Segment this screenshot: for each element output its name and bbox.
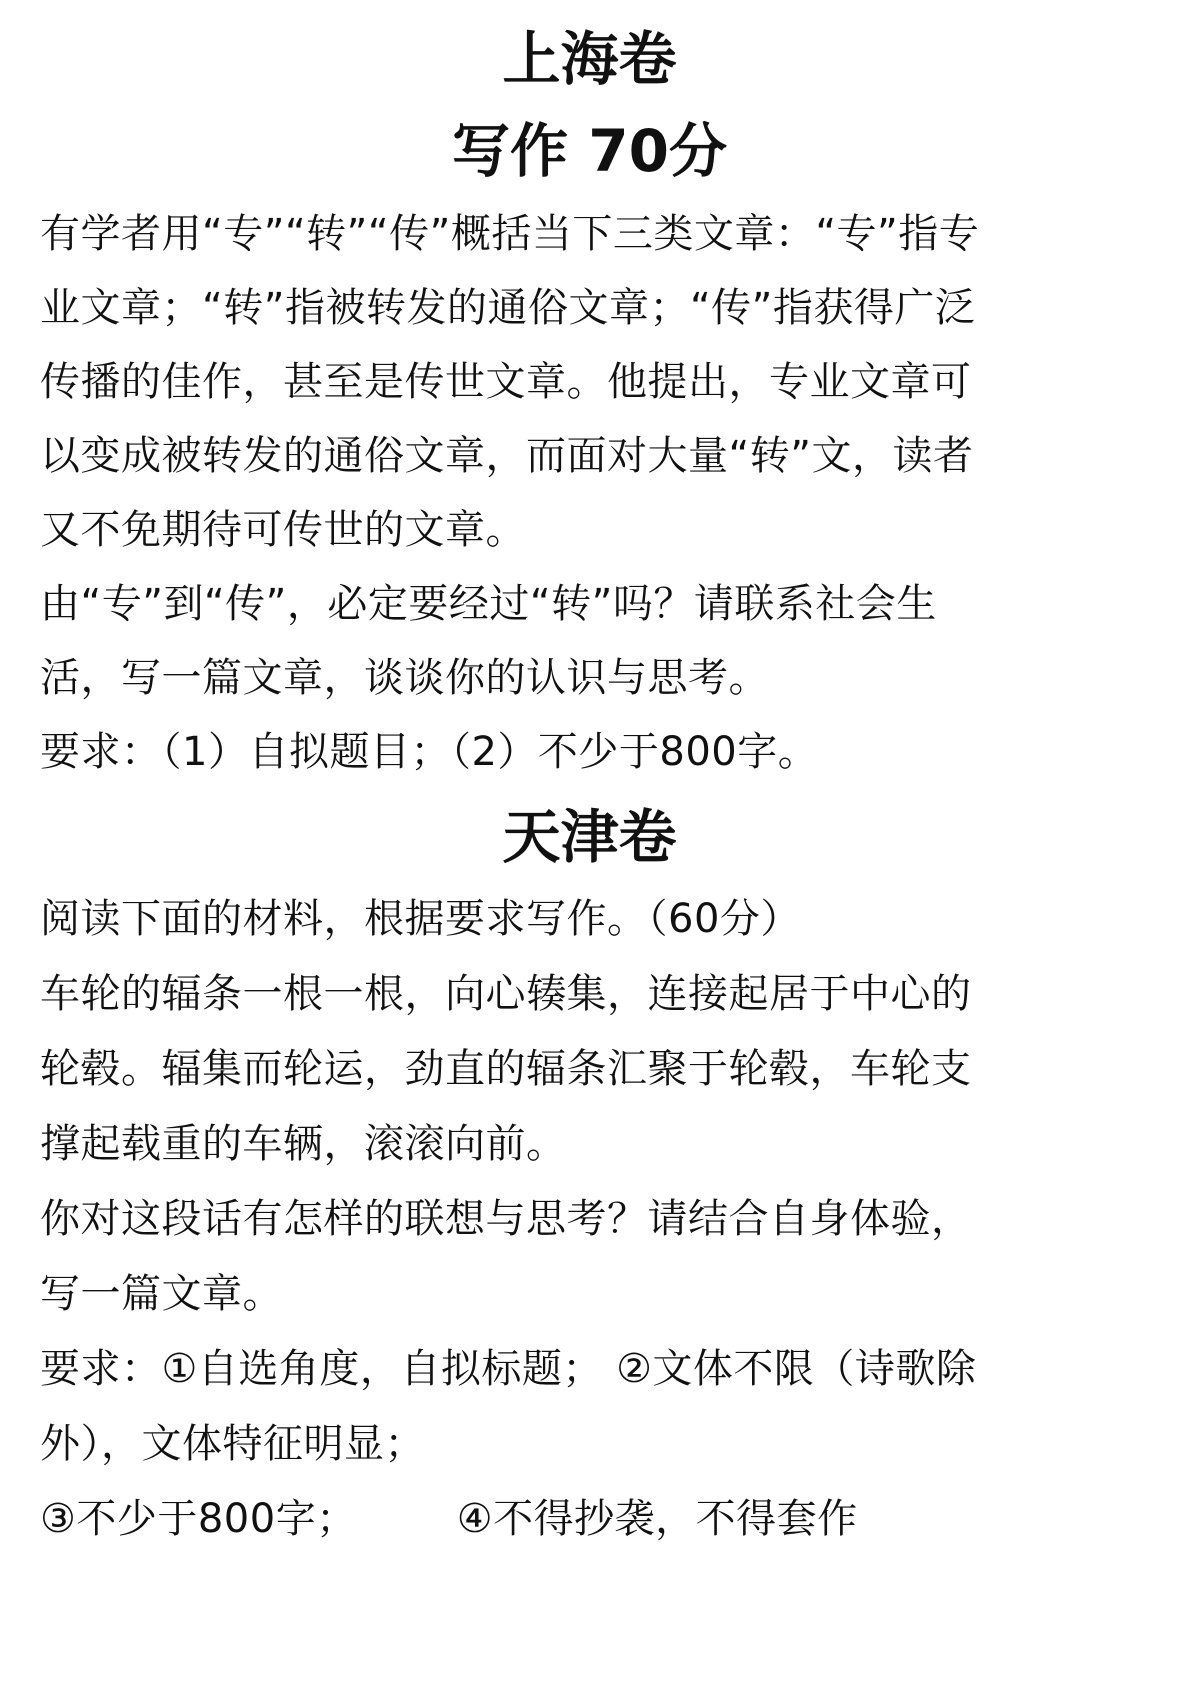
- shanghai-requirements: 要求：（1）自拟题目；（2）不少于800字。: [40, 729, 819, 775]
- tianjin-question: 你对这段话有怎样的联想与思考？请结合自身体验，: [40, 1196, 972, 1242]
- shanghai-line: 又不免期待可传世的文章。: [40, 507, 526, 553]
- tianjin-instruction: 阅读下面的材料，根据要求写作。（60分）: [40, 896, 801, 942]
- shanghai-title: 上海卷: [502, 25, 677, 93]
- tianjin-requirements-last: [40, 1495, 1150, 1543]
- tianjin-line: 车轮的辐条一根一根，向心辏集，连接起居于中心的: [40, 971, 972, 1017]
- tianjin-requirements: 要求：①自选角度，自拟标题； ②文体不限（诗歌除: [40, 1346, 977, 1392]
- shanghai-line: 传播的佳作，甚至是传世文章。他提出，专业文章可: [40, 359, 972, 405]
- tianjin-question: 写一篇文章。: [40, 1271, 283, 1317]
- shanghai-question: 活，写一篇文章，谈谈你的认识与思考。: [40, 655, 769, 701]
- requirement-3: ③不少于800字；: [40, 1496, 357, 1542]
- shanghai-line: 有学者用“专”“转”“传”概括当下三类文章：“专”指专: [40, 211, 980, 257]
- tianjin-line: 撑起载重的车辆，滚滚向前。: [40, 1121, 567, 1167]
- shanghai-line: 业文章；“转”指被转发的通俗文章；“传”指获得广泛: [40, 285, 976, 331]
- shanghai-line: 以变成被转发的通俗文章，而面对大量“转”文，读者: [40, 433, 974, 479]
- shanghai-subtitle: 写作 70分: [452, 117, 727, 185]
- tianjin-line: 轮毂。辐集而轮运，劲直的辐条汇聚于轮毂，车轮支: [40, 1046, 972, 1092]
- requirement-4: ④不得抄袭，不得套作: [456, 1496, 858, 1542]
- tianjin-requirements: 外），文体特征明显；: [40, 1421, 425, 1467]
- shanghai-question: 由“专”到“传”，必定要经过“转”吗？请联系社会生: [40, 581, 937, 627]
- tianjin-title: 天津卷: [502, 803, 677, 871]
